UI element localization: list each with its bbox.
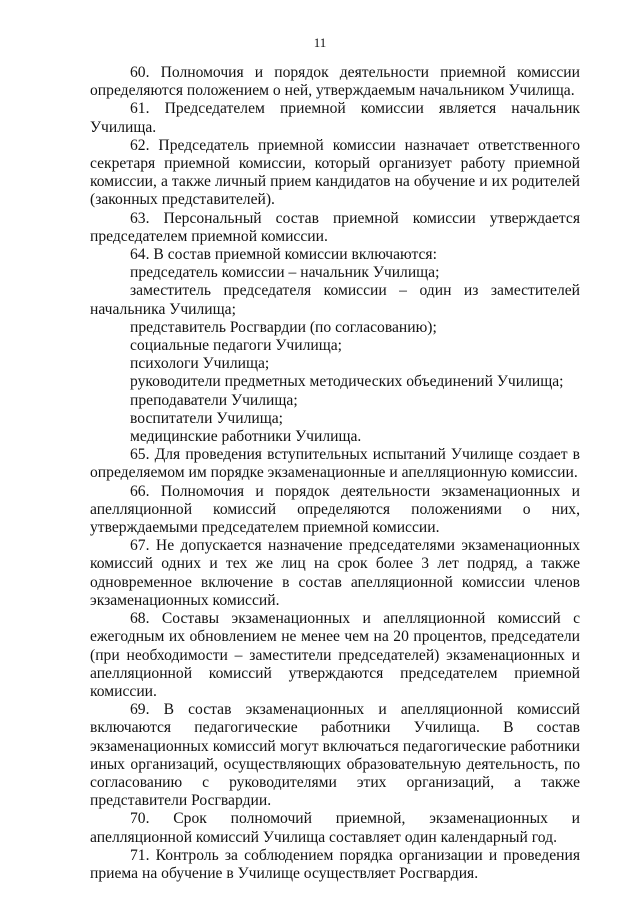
list-item: медицинские работники Училища.: [130, 428, 362, 446]
paragraph-64: 64. В состав приемной комиссии включаются:: [130, 246, 437, 264]
commission-members-list: [90, 264, 580, 446]
list-item: психологи Училища;: [130, 355, 270, 373]
document-body: [90, 64, 580, 883]
paragraph-68: 68. Составы экзаменационных и апелляционной комиссий с ежегодным их обновлением не менее чем на 20 процентов, председатели (при необходимости – заместители председателей) экзаменационных и апелляционной комиссий утверждаются председателем приемной комиссии.: [90, 610, 580, 700]
paragraph-69: 69. В состав экзаменационных и апелляционной комиссий включаются педагогические работники Училища. В состав экзаменационных комиссий могут включаться педагогические работники иных организаций, осуществляющих образовательную деятельность, по согласованию с руководителями этих организаций, а также представители Росгвардии.: [90, 701, 580, 810]
paragraph-60: 60. Полномочия и порядок деятельности приемной комиссии определяются положением о ней, утверждаемым начальником Училища.: [90, 64, 580, 100]
paragraph-70: 70. Срок полномочий приемной, экзаменационных и апелляционной комиссий Училища составляет один календарный год.: [90, 810, 580, 846]
list-item: руководители предметных методических объединений Училища;: [130, 373, 564, 391]
list-item: социальные педагоги Училища;: [130, 337, 342, 355]
paragraph-65: 65. Для проведения вступительных испытаний Училище создает в определяемом им порядке экзаменационные и апелляционную комиссии.: [90, 446, 580, 482]
paragraph-63: 63. Персональный состав приемной комиссии утверждается председателем приемной комиссии.: [90, 209, 580, 245]
list-item: преподаватели Училища;: [130, 391, 298, 409]
list-item: заместитель председателя комиссии – один из заместителей начальника Училища;: [90, 282, 580, 318]
page-number: 11: [313, 35, 327, 50]
paragraph-62: 62. Председатель приемной комиссии назначает ответственного секретаря приемной комиссии, который организует работу приемной комиссии, а также личный прием кандидатов на обучение и их родителей (законных представителей).: [90, 136, 580, 209]
paragraph-66: 66. Полномочия и порядок деятельности экзаменационных и апелляционной комиссий определяются положениями о них, утверждаемыми председателем приемной комиссии.: [90, 482, 580, 537]
paragraph-71: 71. Контроль за соблюдением порядка организации и проведения приема на обучение в Училище осуществляет Росгвардия.: [90, 846, 580, 882]
list-item: председатель комиссии – начальник Училища;: [130, 264, 440, 282]
list-item: представитель Росгвардии (по согласованию);: [130, 318, 437, 336]
paragraph-67: 67. Не допускается назначение председателями экзаменационных комиссий одних и тех же лиц на срок более 3 лет подряд, а также одновременное включение в состав апелляционной комиссии членов экзаменационных комиссий.: [90, 537, 580, 609]
list-item: воспитатели Училища;: [130, 409, 283, 427]
paragraph-61: 61. Председателем приемной комиссии является начальник Училища.: [90, 100, 580, 136]
